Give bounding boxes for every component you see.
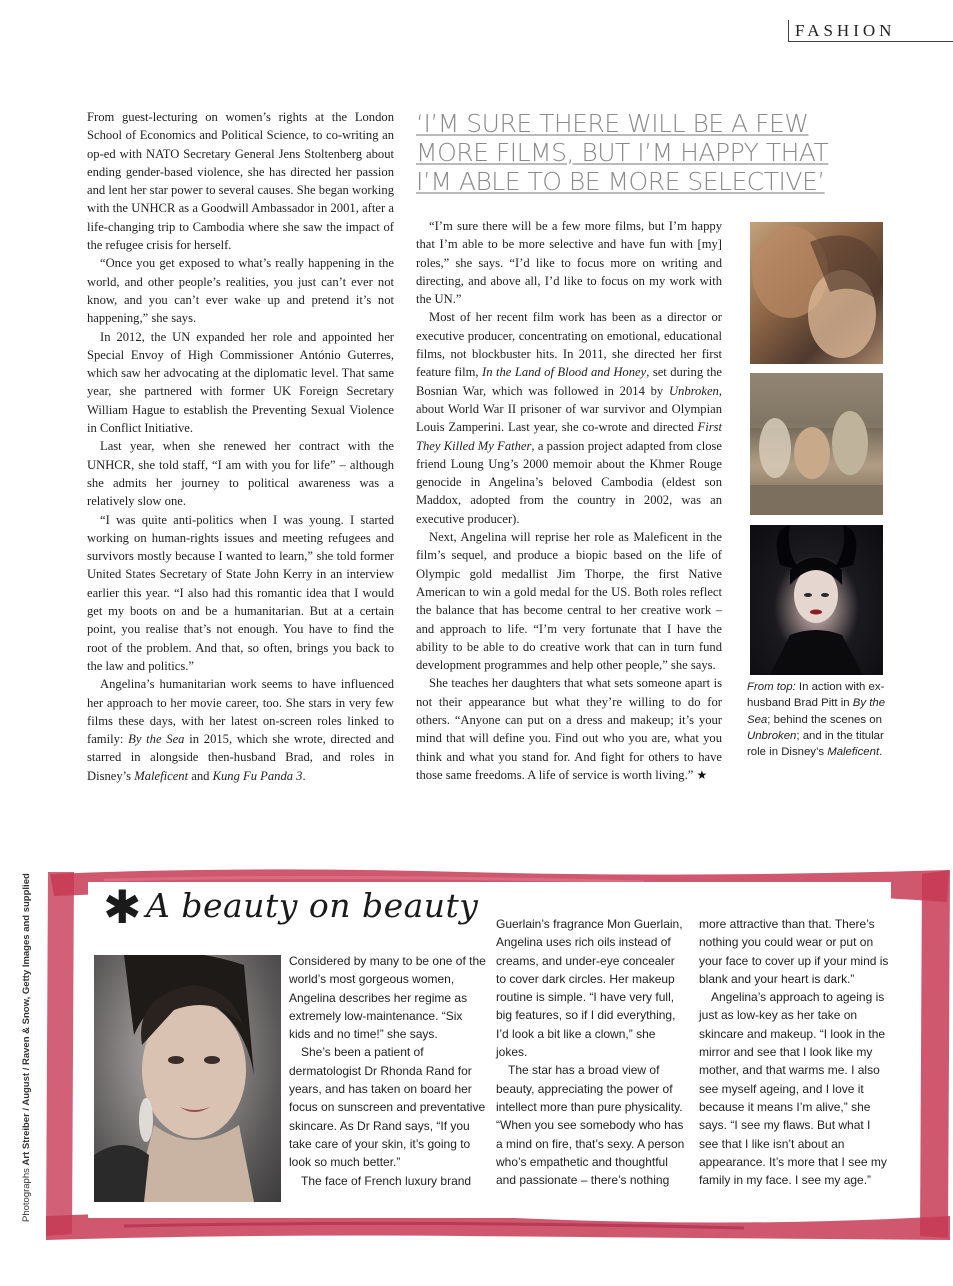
photo-by-the-sea [750,222,883,364]
beauty-column-2 [496,915,688,1189]
beauty-sidebar-title: ✱ A beauty on beauty [103,880,479,934]
photo-maleficent [750,525,883,675]
paragraph: “Once you get exposed to what’s really happening in the world, and other people’s realities, you just can’t ever not know, and you can’t ever wake up and pretend it’s not happening,” she says. [87,256,394,326]
film-title: Maleficent [134,768,189,783]
pull-quote: ‘I’M SURE THERE WILL BE A FEW MORE FILMS, BUT I’M HAPPY THAT I’M ABLE TO BE MORE SELECTIVE’ [416,109,829,196]
paragraph: “I was quite anti-politics when I was young. I started working on human-rights issues and meeting refugees and survivors mostly because I wanted to learn,” she told former United States Secretary of State John Kerry in an interview earlier this year. “I also had this romantic idea that I would get my boots on and be a humanitarian. But at a certain point, you realise that’s not enough. You have to find the root of the problem. And that, so often, brings you back to the law and politics.” [87,512,394,673]
beauty-column-3 [699,915,889,1189]
article-column-2 [416,217,722,784]
photo-credit: Photographs Art Streiber / August / Raven & Snow, Getty Images and supplied [21,873,32,1222]
paragraph: Next, Angelina will reprise her role as Maleficent in the film’s sequel, and produce a biopic based on the life of Olympic gold medallist Jim Thorpe, the first Native American to win a gold medal for the US. Both roles reflect the balance that has become central to her creative work – and approach to life. “I’m very fortunate that I have the ability to be able to do creative work that can in turn fund development programmes and help other people,” she says. [416,530,722,673]
paragraph: Considered by many to be one of the world’s most gorgeous women, Angelina describes her regime as extremely low-maintenance. “Six kids and no time!” she says. [289,954,486,1042]
paragraph: Guerlain’s fragrance Mon Guerlain, Angelina uses rich oils instead of creams, and under-eye concealer to cover dark circles. Her makeup routine is simple. “I have very full, big features, so if I did everything, I’d look a bit like a clown,” she jokes. [496,917,683,1060]
paragraph: “I’m sure there will be a few more films, but I’m happy that I’m able to be more selective and have fun with [my] roles,” she says. “I’d like to focus more on writing and directing, and above all, I’d like to focus on my work with the UN.” [416,219,722,307]
film-title: In the Land of Blood and Honey [482,365,647,380]
paragraph: The face of French luxury brand [301,1173,472,1188]
film-title: Kung Fu Panda 3 [212,768,303,783]
film-title: Unbroken [668,383,719,398]
portrait-photo [94,955,281,1202]
end-mark-icon: ★ [696,767,708,782]
paragraph: Last year, when she renewed her contract with the UNHCR, she told staff, “I am with you for life” – although she admits her journey to political awareness was a relatively slow one. [87,439,394,509]
paragraph: She teaches her daughters that what sets someone apart is not their appearance but what they’re willing to do for others. “Anyone can put on a dress and makeup; it’s your mind that will define you. Find out who you are, what you think and what you stand for. And fight for others to have those same freedoms. A life of service is worth living.” ★ [416,676,722,782]
film-title: By the Sea [128,732,185,747]
film-title: First They Killed My Father [416,420,722,453]
paragraph: She’s been a patient of dermatologist Dr Rhonda Rand for years, and has taken on board her focus on sunscreen and preventative skincare. As Dr Rand says, “If you take care of your skin, it’s going to look so much better.” [289,1045,486,1170]
beauty-column-1 [289,952,486,1190]
paragraph: Angelina’s humanitarian work seems to have influenced her approach to her movie career, too. She stars in very few films these days, with her latest on-screen roles linked to family: By the Sea in 2015, which she wrote, directed and starred in alongside then-husband Brad, and roles in Disney’s Maleficent and Kung Fu Panda 3. [87,677,394,783]
photo-caption: From top: In action with ex-husband Brad Pitt in By the Sea; behind the scenes on Unbroken; and in the titular role in Disney’s Maleficent. [747,681,886,759]
paragraph: more attractive than that. There’s nothing you could wear or put on your face to cover up if your mind is blank and your heart is dark.” [699,917,889,986]
paragraph: Angelina’s approach to ageing is just as low-key as her take on skincare and makeup. “I look in the mirror and see that I look like my mother, and that warms me. I also see myself ageing, and I love it because it means I’m alive,” she says. “I see my flaws. But what I see that I like isn’t about an appearance. It’s more that I see my family in my face. I see my age.” [699,990,887,1188]
photo-unbroken-set [750,373,883,515]
section-label: FASHION [788,20,953,42]
paragraph: From guest-lecturing on women’s rights at the London School of Economics and Political Science, to co-writing an op-ed with NATO Secretary General Jens Stoltenberg about ending gender-based violence, she has directed her passion and lent her star power to several causes. She began working with the UNHCR as a Goodwill Ambassador in 2001, after a life-changing trip to Cambodia where she saw the impact of the refugee crisis for herself. [87,110,394,253]
paragraph: In 2012, the UN expanded her role and appointed her Special Envoy of High Commissioner António Guterres, which saw her advocating at the diplomatic level. That same year, she partnered with former UK Foreign Secretary William Hague to establish the Preventing Sexual Violence in Conflict Initiative. [87,329,394,436]
asterisk-icon: ✱ [103,880,143,934]
paragraph: The star has a broad view of beauty, appreciating the power of intellect more than pure physicality. “When you see somebody who has a mind on fire, that’s sexy. A person who’s empathetic and thoughtful and passionate – there’s nothing [496,1063,685,1188]
paragraph: Most of her recent film work has been as a director or executive producer, concentrating on emotional, educational films, not blockbuster hits. In 2011, she directed her first feature film, In the Land of Blood and Honey, set during the Bosnian War, which was followed in 2014 by Unbroken, about World War II prisoner of war survivor and Olympian Louis Zamperini. Last year, she co-wrote and directed First They Killed My Father, a passion project adapted from close friend Loung Ung’s 2000 memoir about the Khmer Rouge genocide in Angelina’s beloved Cambodia (eldest son Maddox, adopted from the country in 2002, was an executive producer). [416,310,722,526]
article-column-1 [87,108,394,785]
